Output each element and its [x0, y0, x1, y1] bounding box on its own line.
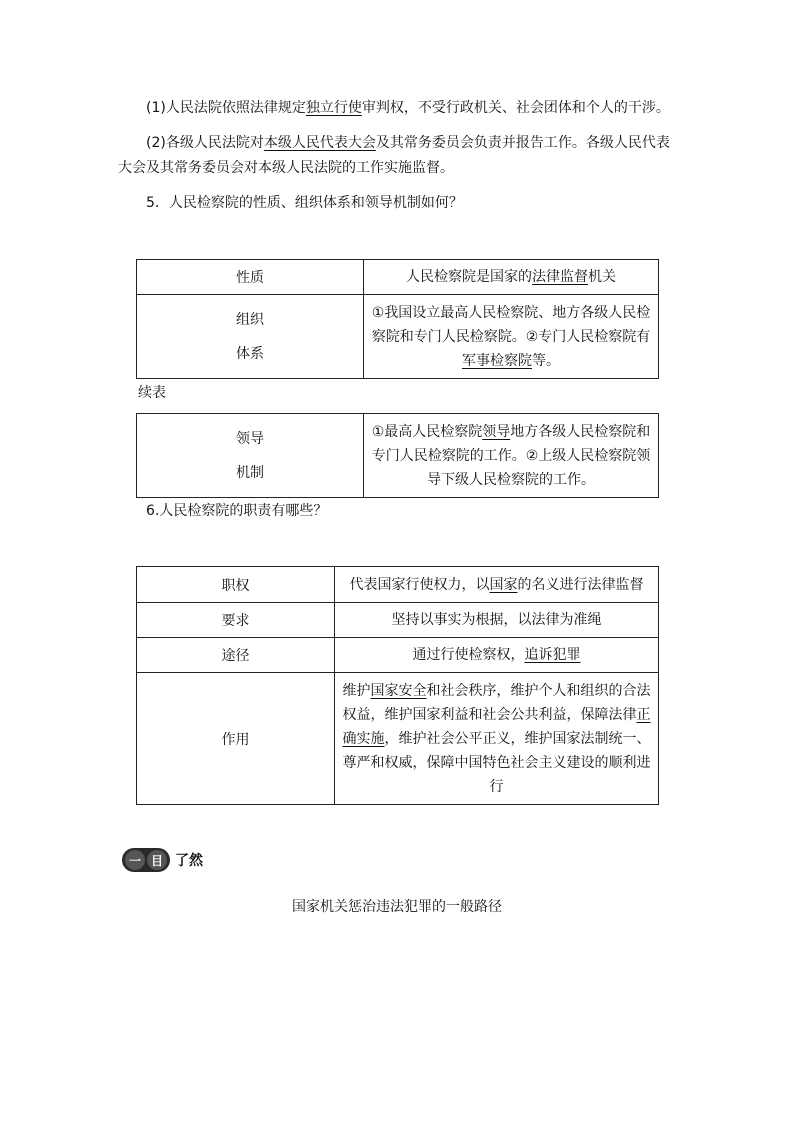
continued-table-label: 续表	[138, 385, 166, 401]
row-key-function: 作用	[137, 673, 335, 805]
badge-text: 了然	[175, 853, 203, 869]
badge-char-1: 一	[125, 850, 145, 870]
question-5: 5．人民检察院的性质、组织体系和领导机制如何？	[146, 195, 463, 211]
row-key-organization: 组织 体系	[137, 295, 364, 379]
underlined-term: 本级人民代表大会	[263, 135, 376, 151]
row-value-approach: 通过行使检察权，追诉犯罪	[335, 638, 659, 673]
row-key-requirement: 要求	[137, 603, 335, 638]
row-key-approach: 途径	[137, 638, 335, 673]
row-value-authority: 代表国家行使权力，以国家的名义进行法律监督	[335, 567, 659, 603]
row-key-authority: 职权	[137, 567, 335, 603]
row-value-leadership: ①最高人民检察院领导地方各级人民检察院和专门人民检察院的工作。②上级人民检察院领导下级人民检察院的工作。	[364, 414, 659, 498]
procuratorate-leadership-table	[136, 413, 659, 498]
row-value-requirement: 坚持以事实为根据，以法律为准绳	[335, 603, 659, 638]
section-badge	[122, 848, 203, 872]
row-value-organization: ①我国设立最高人民检察院、地方各级人民检察院和专门人民检察院。②专门人民检察院有军事检察院等。	[364, 295, 659, 379]
procuratorate-nature-table	[136, 259, 659, 379]
row-key-nature: 性质	[137, 260, 364, 295]
paragraph-court-independence: (1)人民法院依照法律规定独立行使审判权，不受行政机关、社会团体和个人的干涉。	[146, 100, 670, 116]
paragraph-court-accountability: (2)各级人民法院对本级人民代表大会及其常务委员会负责并报告工作。各级人民代表大会及其常务委员会对本级人民法院的工作实施监督。	[118, 135, 670, 176]
underlined-term: 独立行使	[305, 100, 362, 116]
row-value-nature: 人民检察院是国家的法律监督机关	[364, 260, 659, 295]
badge-char-2: 目	[147, 850, 167, 870]
row-key-leadership: 领导 机制	[137, 414, 364, 498]
section-title: 国家机关惩治违法犯罪的一般路径	[292, 899, 502, 915]
question-6: 6.人民检察院的职责有哪些？	[146, 503, 328, 519]
procuratorate-duties-table	[136, 566, 659, 805]
row-value-function: 维护国家安全和社会秩序，维护个人和组织的合法权益，维护国家利益和社会公共利益，保障法律正确实施，维护社会公平正义，维护国家法制统一、尊严和权威，保障中国特色社会主义建设的顺利进行	[335, 673, 659, 805]
badge-pill	[122, 848, 170, 872]
